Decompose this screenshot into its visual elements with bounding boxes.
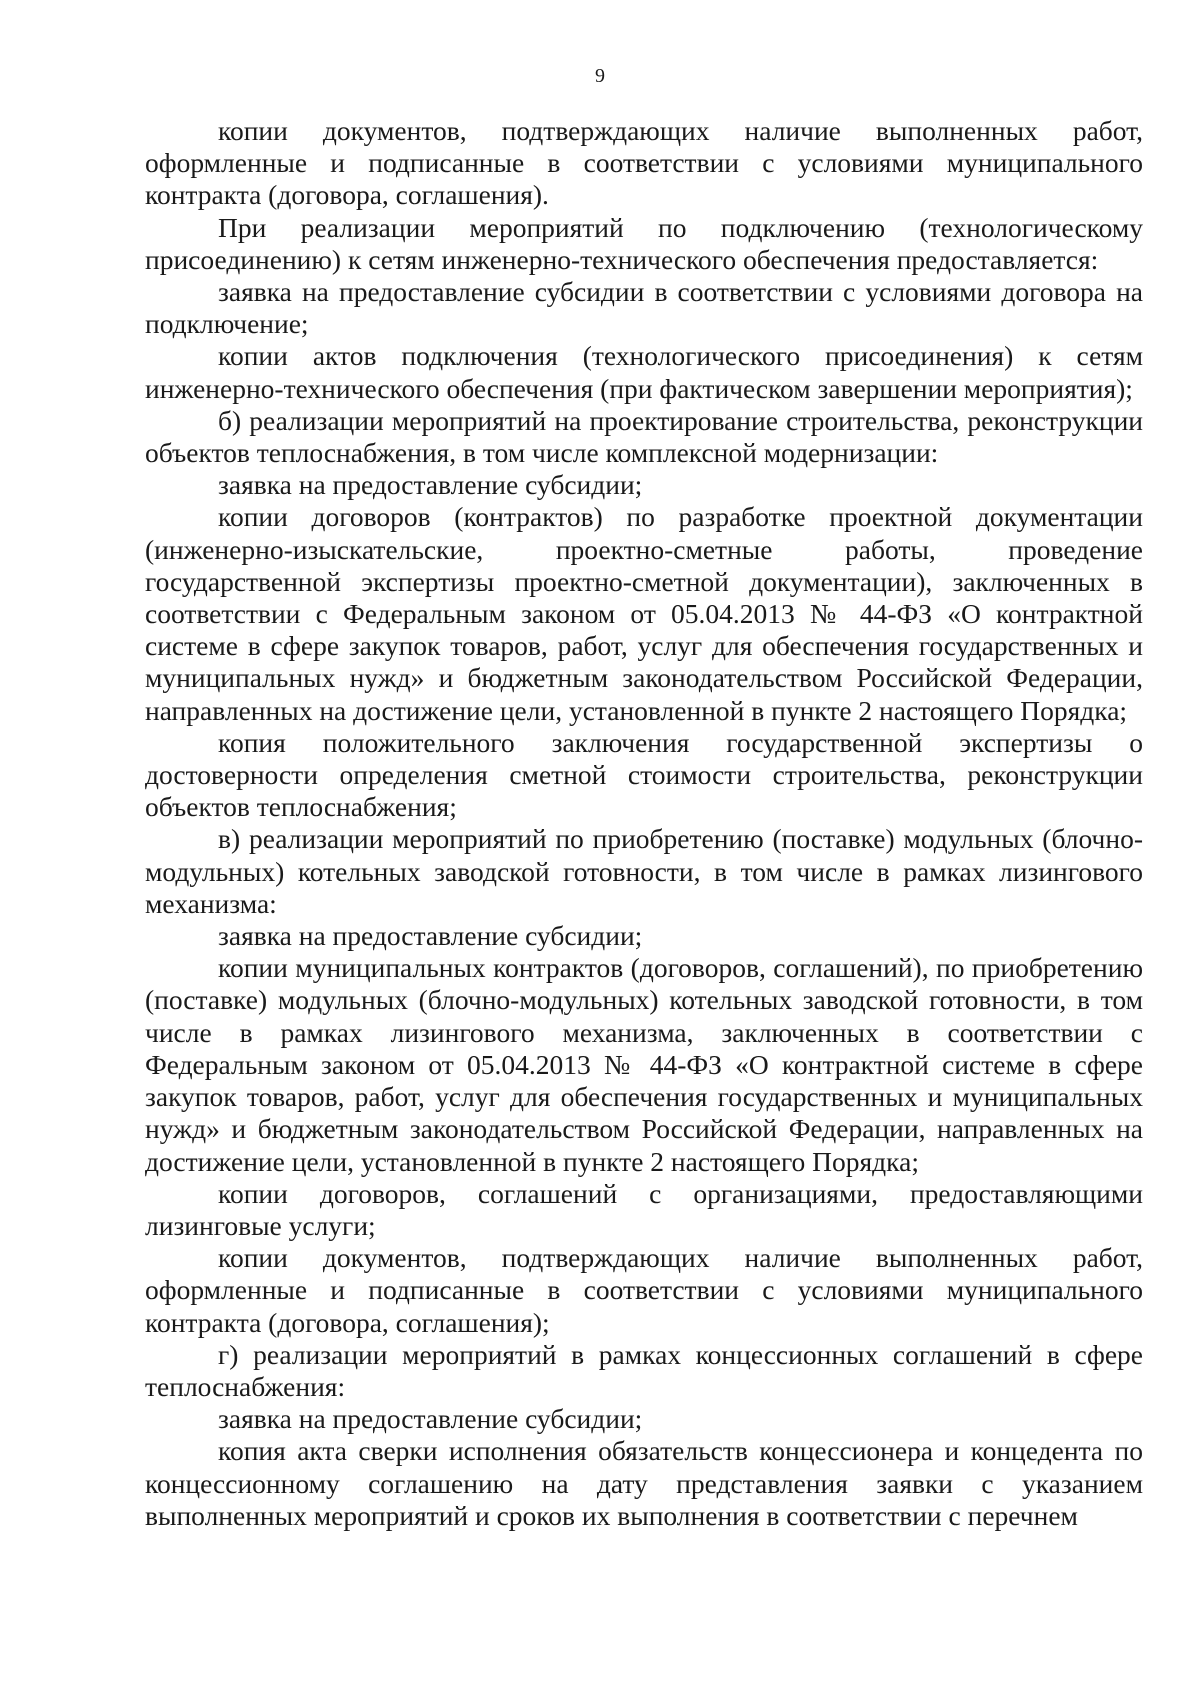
paragraph: При реализации мероприятий по подключению (технологическому присоединению) к сетям инженерно-технического обеспечения предоставляется:	[145, 211, 1143, 275]
paragraph: копия положительного заключения государственной экспертизы о достоверности определения сметной стоимости строительства, реконструкции объектов теплоснабжения;	[145, 726, 1143, 823]
paragraph: заявка на предоставление субсидии;	[218, 1403, 643, 1435]
paragraph: в) реализации мероприятий по приобретению (поставке) модульных (блочно-модульных) котельных заводской готовности, в том числе в рамках лизингового механизма:	[145, 823, 1143, 919]
page-number: 9	[595, 65, 605, 87]
paragraph: копии актов подключения (технологического присоединения) к сетям инженерно-технического обеспечения (при фактическом завершении мероприятия);	[145, 340, 1143, 404]
document-body	[145, 115, 1143, 1532]
paragraph: заявка на предоставление субсидии;	[218, 920, 643, 952]
paragraph: заявка на предоставление субсидии в соответствии с условиями договора на подключение;	[145, 276, 1143, 340]
paragraph: копии договоров, соглашений с организациями, предоставляющими лизинговые услуги;	[145, 1177, 1143, 1241]
paragraph: копии документов, подтверждающих наличие выполненных работ, оформленные и подписанные в соответствии с условиями муниципального контракта (договора, соглашения);	[145, 1242, 1143, 1338]
paragraph: копии документов, подтверждающих наличие выполненных работ, оформленные и подписанные в соответствии с условиями муниципального контракта (договора, соглашения).	[145, 115, 1143, 211]
paragraph: б) реализации мероприятий на проектирование строительства, реконструкции объектов теплоснабжения, в том числе комплексной модернизации:	[145, 404, 1143, 469]
paragraph: копия акта сверки исполнения обязательств концессионера и концедента по концессионному соглашению на дату представления заявки с указанием выполненных мероприятий и сроков их выполнения в соответствии с перечнем	[145, 1435, 1143, 1531]
paragraph: г) реализации мероприятий в рамках концессионных соглашений в сфере теплоснабжения:	[145, 1338, 1143, 1402]
paragraph: копии договоров (контрактов) по разработке проектной документации (инженерно-изыскательские, проектно-сметные работы, проведение государственной экспертизы проектно-сметной документации), заключенных в соответствии с Федеральным законом от 05.04.2013 № 44-ФЗ «О контрактной системе в сфере закупок товаров, работ, услуг для обеспечения государственных и муниципальных нужд» и бюджетным законодательством Российской Федерации, направленных на достижение цели, установленной в пункте 2 настоящего Порядка;	[145, 501, 1143, 726]
paragraph: копии муниципальных контрактов (договоров, соглашений), по приобретению (поставке) модульных (блочно-модульных) котельных заводской готовности, в том числе в рамках лизингового механизма, заключенных в соответствии с Федеральным законом от 05.04.2013 № 44-ФЗ «О контрактной системе в сфере закупок товаров, работ, услуг для обеспечения государственных и муниципальных нужд» и бюджетным законодательством Российской Федерации, направленных на достижение цели, установленной в пункте 2 настоящего Порядка;	[145, 952, 1143, 1177]
paragraph: заявка на предоставление субсидии;	[218, 469, 643, 501]
